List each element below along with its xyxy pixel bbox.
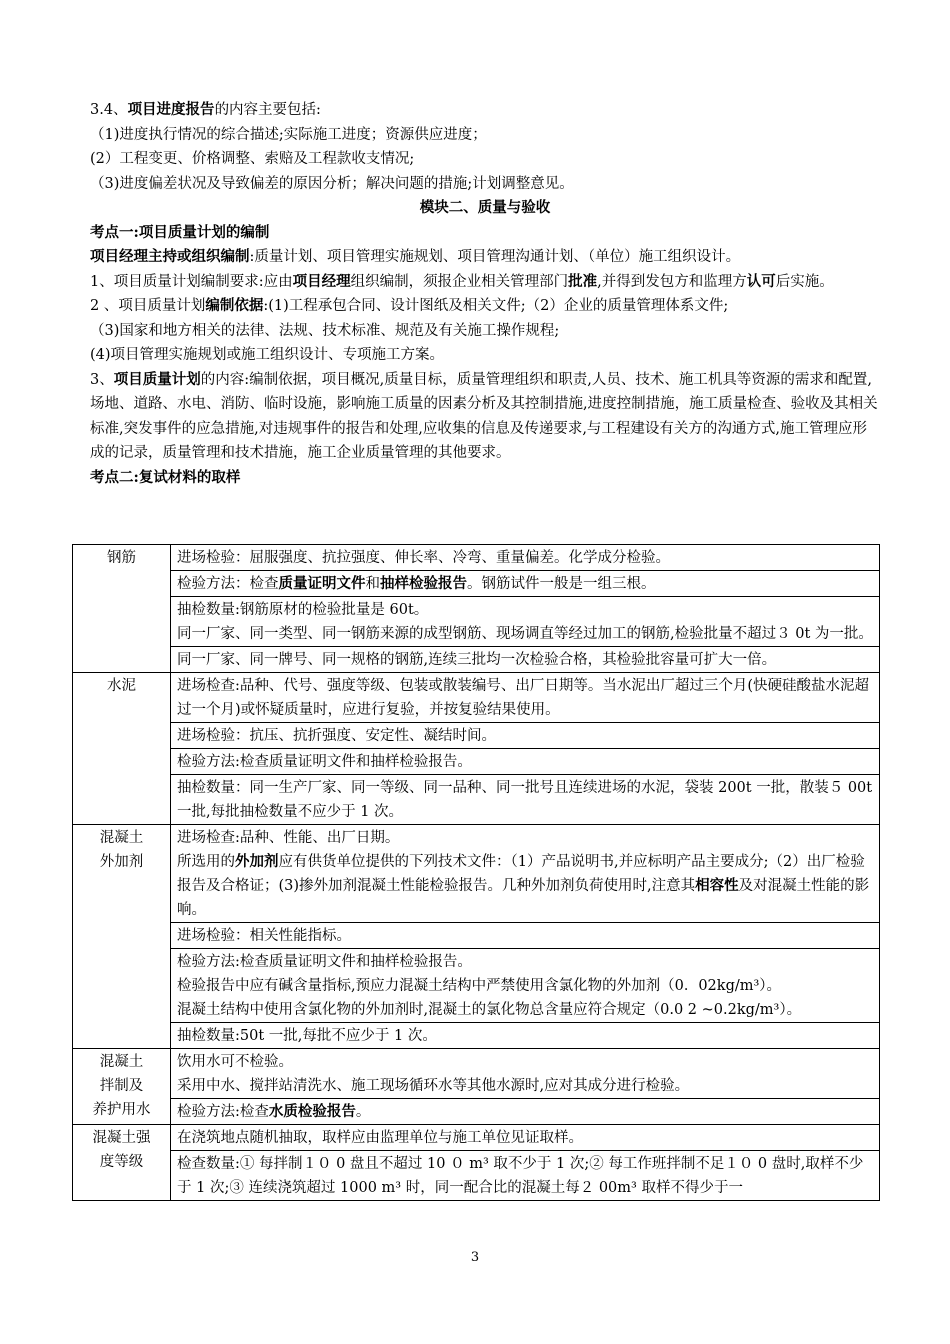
category-admixture: 混凝土 外加剂	[73, 825, 171, 1049]
table-row	[73, 949, 880, 1023]
progress-report-item: （3)进度偏差状况及导致偏差的原因分析；解决问题的措施;计划调整意见。	[90, 175, 574, 192]
table-row	[73, 1023, 880, 1049]
table-cell: 在浇筑地点随机抽取，取样应由监理单位与施工单位见证取样。	[171, 1125, 880, 1151]
point1-basis-item: （3)国家和地方相关的法律、法规、技术标准、规范及有关施工操作规程;	[90, 322, 560, 339]
table-row	[73, 571, 880, 597]
point1-content: 3、项目质量计划的内容:编制依据，项目概况,质量目标，质量管理组织和职责,人员、技术、施工机具等资源的需求和配置,场地、道路、水电、消防、临时设施，影响施工质量的因素分析及其控制措施,进度控制措施，施工质量检查、验收及其相关标准,突发事件的应急措施,对违规事件的报告和处理,应收集的信息及传递要求,与工程建设有关方的沟通方式,施工管理应形成的记录，质量管理和技术措施，施工企业质量管理的其他要求。	[90, 370, 878, 461]
table-row	[73, 723, 880, 749]
table-row	[73, 673, 880, 723]
document-body	[90, 98, 880, 490]
table-row	[73, 923, 880, 949]
point1-title: 考点一:项目质量计划的编制	[90, 223, 270, 241]
point2-title: 考点二:复试材料的取样	[90, 468, 241, 486]
table-cell: 检验方法:检查质量证明文件和抽样检验报告。 检验报告中应有碱含量指标,预应力混凝土结构中严禁使用含氯化物的外加剂（0．02kg/m³）。 混凝土结构中使用含氯化物的外加剂时,混凝土的氯化物总含量应符合规定（0.0 2 ~0.2kg/m³）。	[171, 949, 880, 1023]
progress-report-item: （1)进度执行情况的综合描述;实际施工进度；资源供应进度；	[90, 126, 487, 143]
table-row	[73, 597, 880, 647]
category-steel: 钢筋	[73, 545, 171, 673]
table-cell: 进场检验：抗压、抗折强度、安定性、凝结时间。	[171, 723, 880, 749]
table-cell: 抽检数量：同一生产厂家、同一等级、同一品种、同一批号且连续进场的水泥，袋装 200t 一批，散装５ 00t 一批,每批抽检数量不应少于 1 次。	[171, 775, 880, 825]
table-cell: 进场检验：屈服强度、抗拉强度、伸长率、冷弯、重量偏差。化学成分检验。	[171, 545, 880, 571]
table-cell: 进场检验：相关性能指标。	[171, 923, 880, 949]
table-row	[73, 825, 880, 923]
point1-basis: 2 、项目质量计划编制依据:(1)工程承包合同、设计图纸及相关文件;（2）企业的质量管理体系文件;	[90, 297, 729, 314]
table-cell: 抽检数量:50t 一批,每批不应少于 1 次。	[171, 1023, 880, 1049]
page-number: 3	[470, 1250, 480, 1265]
table-row	[73, 1125, 880, 1151]
table-row	[73, 1151, 880, 1201]
table-cell: 检查数量:① 每拌制１０ 0 盘且不超过 10 ０ m³ 取不少于 1 次;② 每工作班拌制不足１０ 0 盘时,取样不少于 1 次;③ 连续浇筑超过 1000 m³ 时，同一配合比的混凝土每２ 00m³ 取样不得少于一	[171, 1151, 880, 1201]
table-cell: 检验方法:检查质量证明文件和抽样检验报告。	[171, 749, 880, 775]
progress-report-heading: 3.4、项目进度报告的内容主要包括:	[90, 101, 321, 118]
module-title: 模块二、质量与验收	[419, 199, 551, 216]
table-row	[73, 749, 880, 775]
category-water: 混凝土 拌制及 养护用水	[73, 1049, 171, 1125]
table-cell: 饮用水可不检验。 采用中水、搅拌站清洗水、施工现场循环水等其他水源时,应对其成分进行检验。	[171, 1049, 880, 1099]
table-cell: 检验方法：检查质量证明文件和抽样检验报告。钢筋试件一般是一组三根。	[171, 571, 880, 597]
table-cell: 抽检数量:钢筋原材的检验批量是 60t。 同一厂家、同一类型、同一钢筋来源的成型钢筋、现场调直等经过加工的钢筋,检验批量不超过３ 0t 为一批。	[171, 597, 880, 647]
table-row	[73, 775, 880, 825]
progress-report-item: (2）工程变更、价格调整、索赔及工程款收支情况;	[90, 151, 415, 167]
category-strength: 混凝土强 度等级	[73, 1125, 171, 1201]
table-cell: 进场检查:品种、代号、强度等级、包装或散装编号、出厂日期等。当水泥出厂超过三个月(快硬硅酸盐水泥超过一个月)或怀疑质量时，应进行复验，并按复验结果使用。	[171, 673, 880, 723]
point1-requirement: 1、项目质量计划编制要求:应由项目经理组织编制，须报企业相关管理部门批准,并得到发包方和监理方认可后实施。	[90, 272, 834, 290]
table-row	[73, 1049, 880, 1099]
table-row	[73, 647, 880, 673]
table-cell: 同一厂家、同一牌号、同一规格的钢筋,连续三批均一次检验合格，其检验批容量可扩大一倍。	[171, 647, 880, 673]
table-row	[73, 1099, 880, 1125]
category-cement: 水泥	[73, 673, 171, 825]
table-row	[73, 545, 880, 571]
table-cell: 检验方法:检查水质检验报告。	[171, 1099, 880, 1125]
point1-line1: 项目经理主持或组织编制:质量计划、项目管理实施规划、项目管理沟通计划、（单位）施工组织设计。	[90, 248, 741, 265]
table-cell: 进场检查:品种、性能、出厂日期。 所选用的外加剂应有供货单位提供的下列技术文件：（1）产品说明书,并应标明产品主要成分;（2）出厂检验报告及合格证；(3)掺外加剂混凝土性能检验报告。几种外加剂负荷使用时,注意其相容性及对混凝土性能的影响。	[171, 825, 880, 923]
sampling-table	[72, 544, 880, 1201]
point1-basis-item: (4)项目管理实施规划或施工组织设计、专项施工方案。	[90, 347, 445, 363]
